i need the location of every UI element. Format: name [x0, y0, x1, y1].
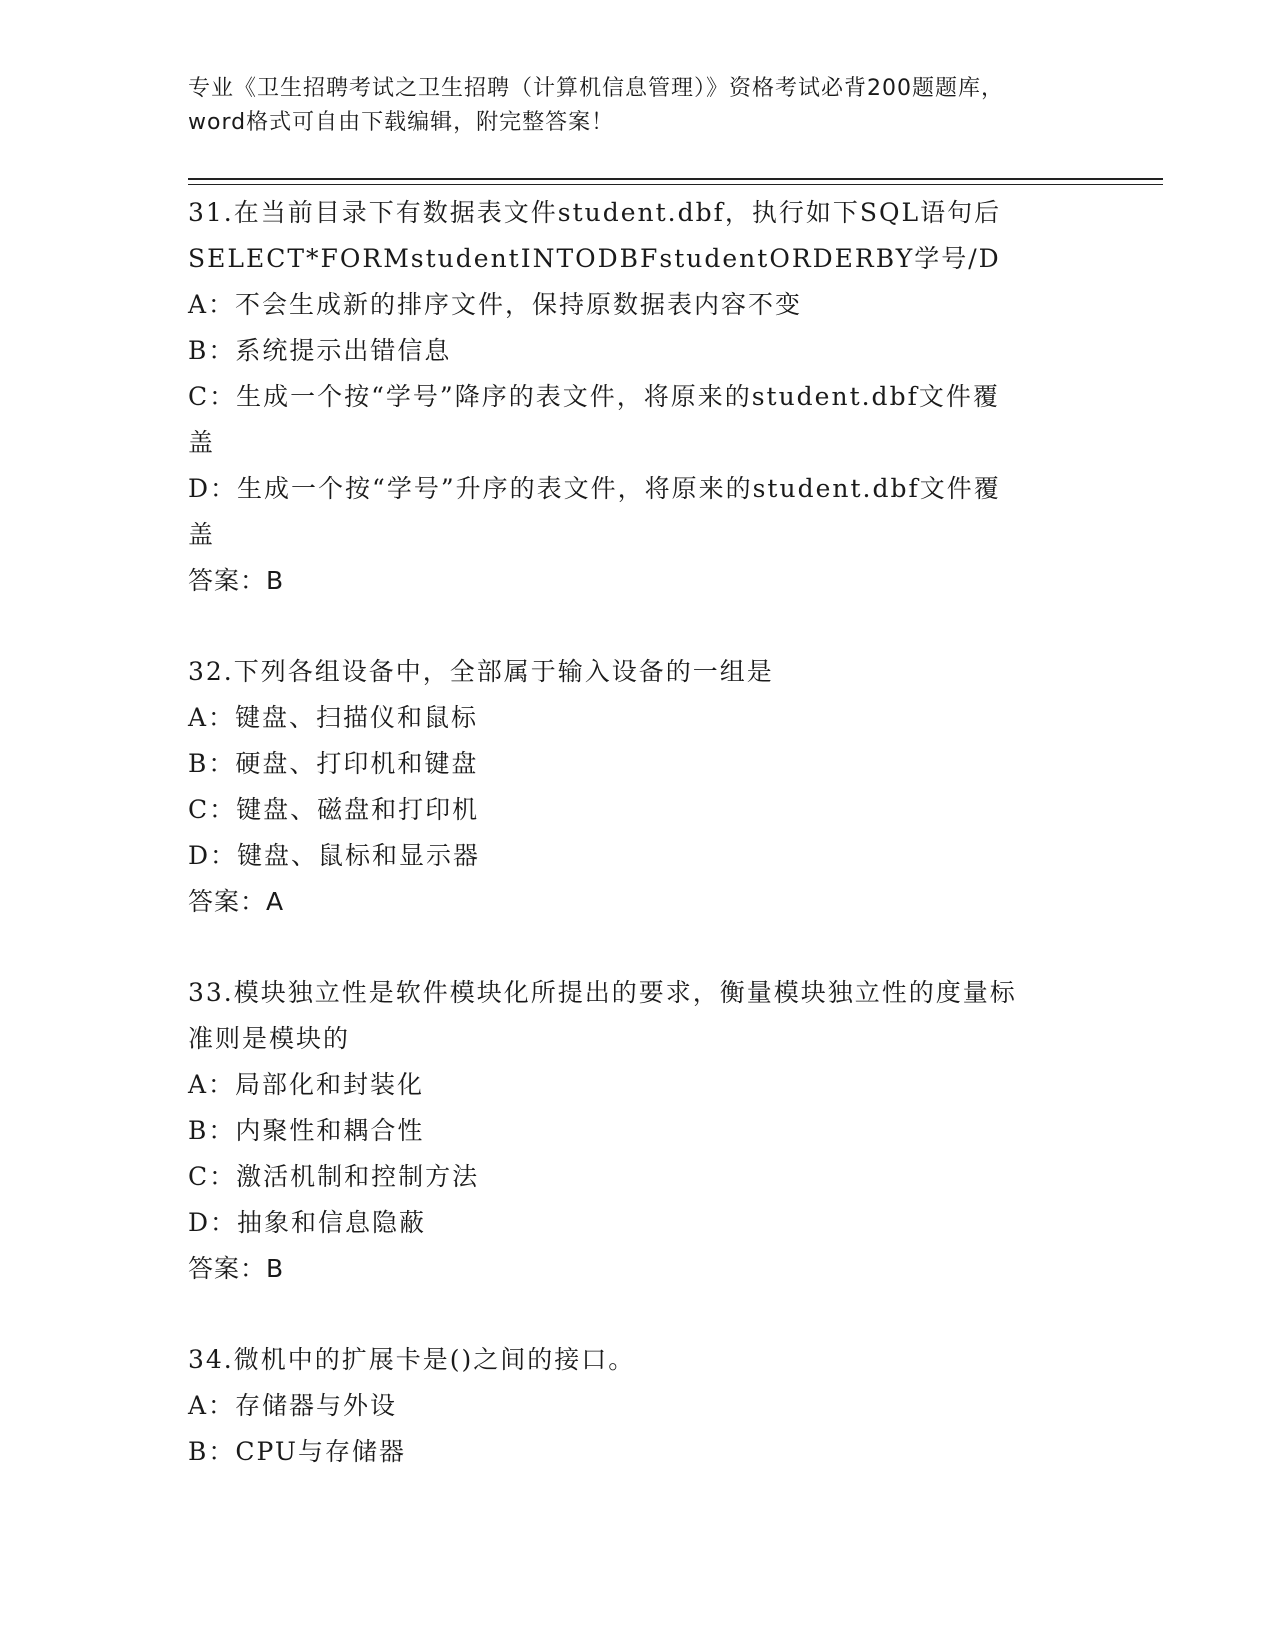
- answer-option: C：激活机制和控制方法: [188, 1162, 480, 1191]
- answer-option: A：存储器与外设: [188, 1391, 398, 1420]
- question-block: [188, 1337, 1088, 1475]
- answer-option: B：硬盘、打印机和键盘: [188, 749, 479, 778]
- header-line-1: 专业《卫生招聘考试之卫生招聘（计算机信息管理）》资格考试必背200题题库，: [188, 76, 1004, 101]
- question-stem: SELECT*FORMstudentINTODBFstudentORDERBY学号/D: [188, 244, 1001, 273]
- answer-option: D：抽象和信息隐蔽: [188, 1208, 427, 1237]
- answer-key: 答案：B: [188, 566, 285, 595]
- question-stem: 准则是模块的: [188, 1024, 351, 1053]
- question-spacer: [188, 1292, 1088, 1337]
- answer-option: A：不会生成新的排序文件，保持原数据表内容不变: [188, 290, 803, 319]
- answer-option: C：键盘、磁盘和打印机: [188, 795, 480, 824]
- question-list: [188, 190, 1088, 1475]
- answer-option: 盖: [188, 520, 216, 549]
- question-stem: 31.在当前目录下有数据表文件student.dbf，执行如下SQL语句后: [188, 198, 1002, 227]
- answer-option: 盖: [188, 428, 216, 457]
- answer-option: C：生成一个按“学号”降序的表文件，将原来的student.dbf文件覆: [188, 382, 1000, 411]
- answer-option: D：生成一个按“学号”升序的表文件，将原来的student.dbf文件覆: [188, 474, 1001, 503]
- question-spacer: [188, 925, 1088, 970]
- answer-key: 答案：A: [188, 887, 285, 916]
- header-divider-top: [188, 178, 1163, 180]
- document-header: [188, 72, 1088, 140]
- question-block: [188, 970, 1088, 1337]
- answer-key: 答案：B: [188, 1254, 285, 1283]
- answer-option: A：局部化和封装化: [188, 1070, 425, 1099]
- question-stem: 33.模块独立性是软件模块化所提出的要求，衡量模块独立性的度量标: [188, 978, 1017, 1007]
- answer-option: A：键盘、扫描仪和鼠标: [188, 703, 479, 732]
- answer-option: B：CPU与存储器: [188, 1437, 406, 1466]
- question-block: [188, 190, 1088, 649]
- question-spacer: [188, 604, 1088, 649]
- question-block: [188, 649, 1088, 970]
- answer-option: D：键盘、鼠标和显示器: [188, 841, 481, 870]
- answer-option: B：系统提示出错信息: [188, 336, 452, 365]
- header-divider-bottom: [188, 184, 1163, 185]
- question-stem: 32.下列各组设备中，全部属于输入设备的一组是: [188, 657, 774, 686]
- answer-option: B：内聚性和耦合性: [188, 1116, 425, 1145]
- question-stem: 34.微机中的扩展卡是()之间的接口。: [188, 1345, 636, 1374]
- header-line-2: word格式可自由下载编辑，附完整答案！: [188, 110, 615, 135]
